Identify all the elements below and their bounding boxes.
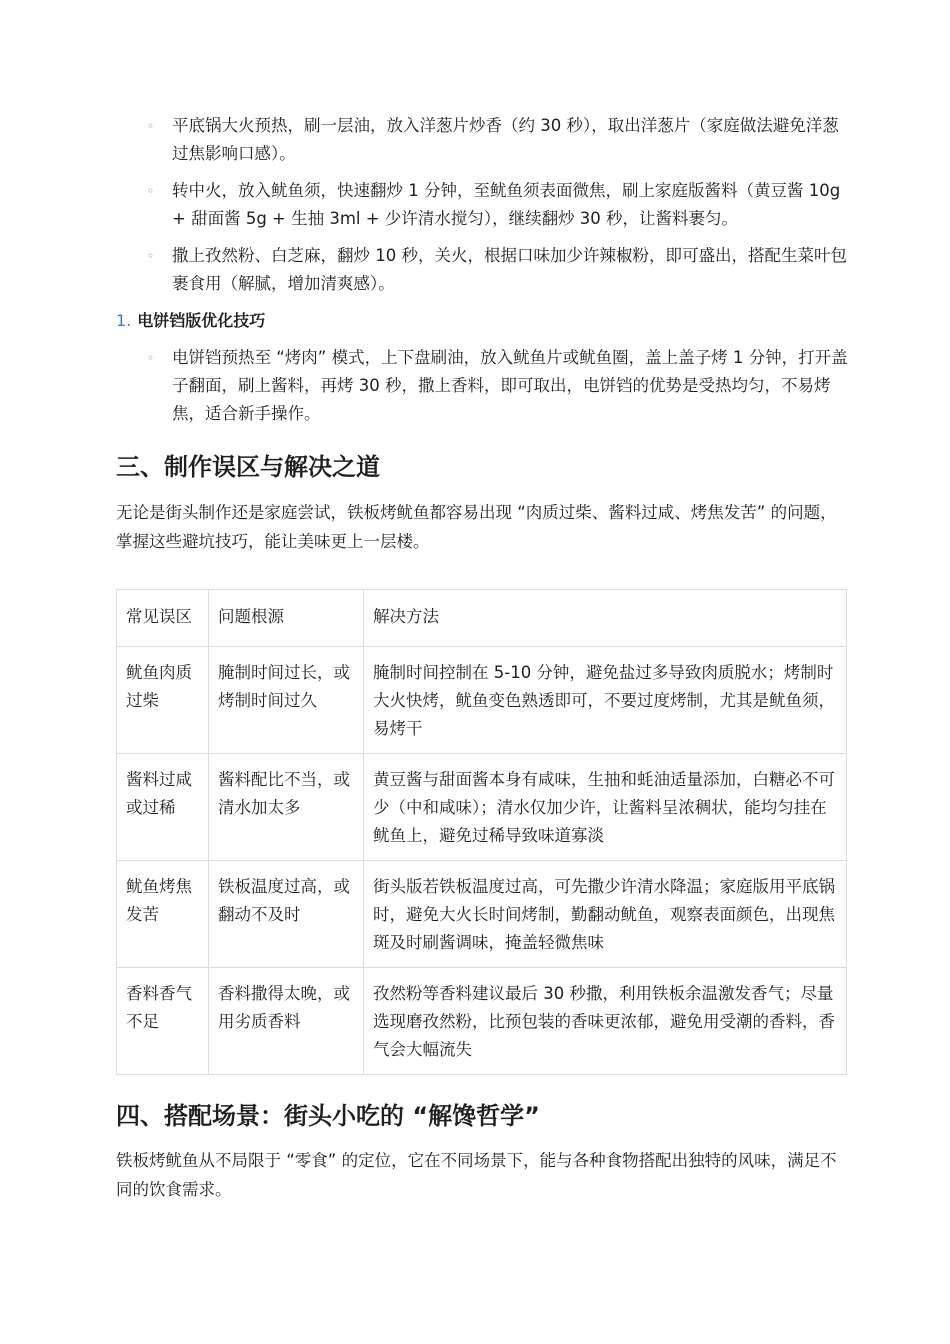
table-cell: 腌制时间过长，或烤制时间过久 — [209, 647, 364, 754]
bullet-icon: ◦ — [147, 184, 155, 198]
bullet-icon: ◦ — [147, 249, 155, 263]
table-cell: 腌制时间控制在 5-10 分钟，避免盐过多导致肉质脱水；烤制时大火快烤，鱿鱼变色熟透即可，不要过度烤制，尤其是鱿鱼须，易烤干 — [364, 647, 847, 754]
section-3-intro: 无论是街头制作还是家庭尝试，铁板烤鱿鱼都容易出现 “肉质过柴、酱料过咸、烤焦发苦” 的问题，掌握这些避坑技巧，能让美味更上一层楼。 — [116, 503, 837, 551]
method-steps-list — [116, 112, 848, 298]
table-cell: 鱿鱼肉质过柴 — [117, 647, 209, 754]
table-row — [117, 647, 847, 754]
numbered-heading-title: 电饼铛版优化技巧 — [137, 311, 266, 330]
griddle-tips-list — [116, 344, 848, 428]
table-header-cell: 解决方法 — [364, 590, 847, 647]
table-cell: 街头版若铁板温度过高，可先撒少许清水降温；家庭版用平底锅时，避免大火长时间烤制，勤翻动鱿鱼，观察表面颜色，出现焦斑及时刷酱调味，掩盖轻微焦味 — [364, 861, 847, 968]
table-row — [117, 754, 847, 861]
table-cell: 酱料配比不当，或清水加太多 — [209, 754, 364, 861]
table-cell: 鱿鱼烤焦发苦 — [117, 861, 209, 968]
bullet-icon: ◦ — [147, 351, 155, 365]
list-item: ◦ 电饼铛预热至 “烤肉” 模式，上下盘刷油，放入鱿鱼片或鱿鱼圈，盖上盖子烤 1 分钟，打开盖子翻面，刷上酱料，再烤 30 秒，撒上香料，即可取出，电饼铛的优势是受热均匀，不易烤焦，适合新手操作。 — [172, 344, 848, 428]
mistakes-table — [116, 589, 847, 1075]
table-cell: 酱料过咸或过稀 — [117, 754, 209, 861]
list-number: 1. — [116, 311, 132, 330]
section-4-intro: 铁板烤鱿鱼从不局限于 “零食” 的定位，它在不同场景下，能与各种食物搭配出独特的风味，满足不同的饮食需求。 — [116, 1151, 837, 1199]
table-cell: 香料撒得太晚，或用劣质香料 — [209, 968, 364, 1075]
section-4-heading: 四、搭配场景：街头小吃的 “解馋哲学” — [116, 1102, 540, 1130]
list-item: ◦ 平底锅大火预热，刷一层油，放入洋葱片炒香（约 30 秒），取出洋葱片（家庭做法避免洋葱过焦影响口感）。 — [172, 112, 848, 168]
list-item: ◦ 撒上孜然粉、白芝麻，翻炒 10 秒，关火，根据口味加少许辣椒粉，即可盛出，搭配生菜叶包裹食用（解腻，增加清爽感）。 — [172, 242, 848, 298]
table-row — [117, 968, 847, 1075]
numbered-heading — [116, 307, 848, 335]
table-header-cell: 问题根源 — [209, 590, 364, 647]
table-header-cell: 常见误区 — [117, 590, 209, 647]
table-header-row — [117, 590, 847, 647]
table-cell: 孜然粉等香料建议最后 30 秒撒，利用铁板余温激发香气；尽量选现磨孜然粉，比预包装的香味更浓郁，避免用受潮的香料，香气会大幅流失 — [364, 968, 847, 1075]
table-cell: 黄豆酱与甜面酱本身有咸味，生抽和蚝油适量添加，白糖必不可少（中和咸味）；清水仅加少许，让酱料呈浓稠状，能均匀挂在鱿鱼上，避免过稀导致味道寡淡 — [364, 754, 847, 861]
bullet-icon: ◦ — [147, 119, 155, 133]
table-cell: 铁板温度过高，或翻动不及时 — [209, 861, 364, 968]
list-item: ◦ 转中火，放入鱿鱼须，快速翻炒 1 分钟，至鱿鱼须表面微焦，刷上家庭版酱料（黄豆酱 10g + 甜面酱 5g + 生抽 3ml + 少许清水搅匀），继续翻炒 30 秒，让酱料裹匀。 — [172, 177, 848, 233]
section-3-heading: 三、制作误区与解决之道 — [116, 453, 380, 481]
table-row — [117, 861, 847, 968]
table-cell: 香料香气不足 — [117, 968, 209, 1075]
document-page — [116, 112, 848, 1204]
